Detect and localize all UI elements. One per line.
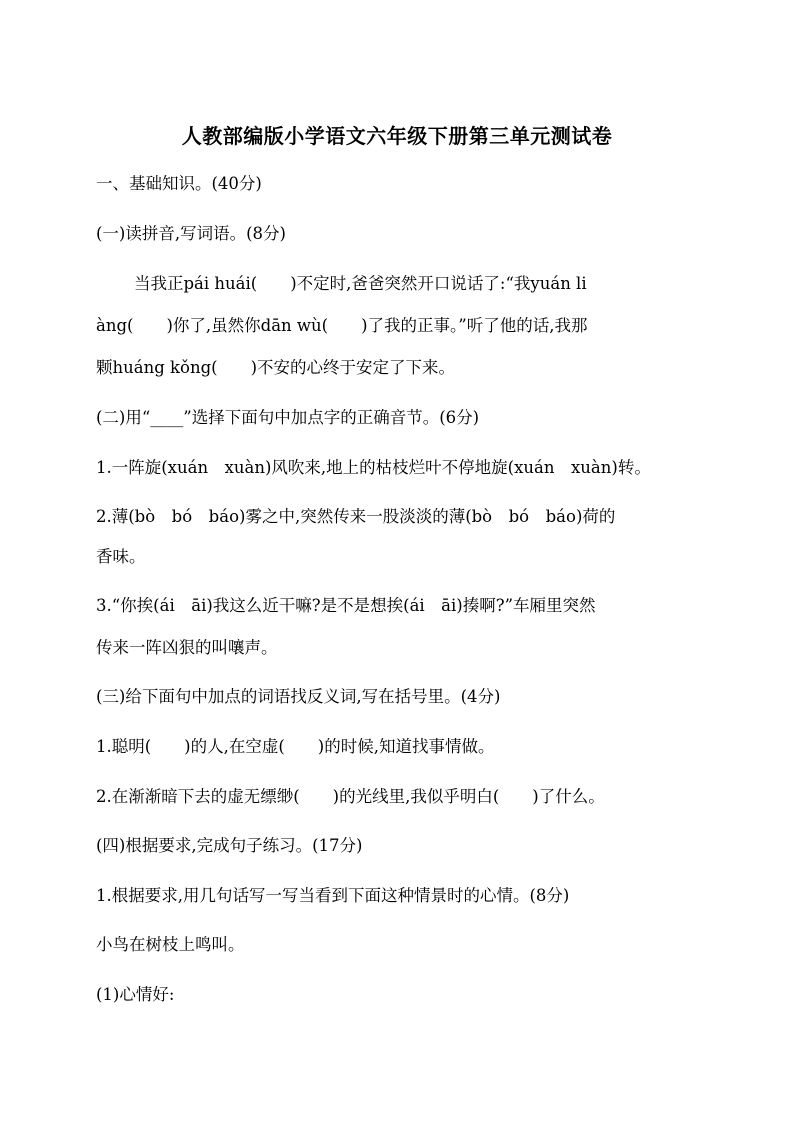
subsection-heading-sentences: (四)根据要求,完成句子练习。(17分)	[96, 836, 363, 855]
subsection-heading-pinyin: (一)读拼音,写词语。(8分)	[96, 224, 286, 243]
question-line: 2.在渐渐暗下去的虚无缥缈( )的光线里,我似乎明白( )了什么。	[96, 787, 605, 806]
paragraph-line: 颗huáng kǒng( )不安的心终于安定了下来。	[96, 358, 456, 377]
question-line: 小鸟在树枝上鸣叫。	[96, 935, 245, 954]
subsection-heading-antonyms: (三)给下面句中加点的词语找反义词,写在括号里。(4分)	[96, 687, 501, 706]
section-heading-basic: 一、基础知识。(40分)	[96, 174, 262, 193]
question-line: 传来一阵凶狠的叫嚷声。	[96, 638, 278, 657]
paragraph-line: àng( )你了,虽然你dān wù( )了我的正事。”听了他的话,我那	[96, 316, 588, 335]
question-line: (1)心情好:	[96, 985, 175, 1004]
question-line: 2.薄(bò bó báo)雾之中,突然传来一股淡淡的薄(bò bó báo)荷的	[96, 507, 616, 526]
question-line: 1.一阵旋(xuán xuàn)风吹来,地上的枯枝烂叶不停地旋(xuán xuàn)转。	[96, 458, 651, 477]
page-title: 人教部编版小学语文六年级下册第三单元测试卷	[181, 124, 613, 148]
question-line: 香味。	[96, 547, 146, 566]
question-line: 3.“你挨(ái āi)我这么近干嘛?是不是想挨(ái āi)揍啊?”车厢里突然	[96, 596, 596, 615]
question-line: 1.根据要求,用几句话写一写当看到下面这种情景时的心情。(8分)	[96, 886, 570, 905]
subsection-heading-pronunciation: (二)用“____”选择下面句中加点字的正确音节。(6分)	[96, 408, 480, 427]
paragraph-line: 当我正pái huái( )不定时,爸爸突然开口说话了:“我yuán li	[134, 274, 587, 293]
question-line: 1.聪明( )的人,在空虚( )的时候,知道找事情做。	[96, 737, 495, 756]
